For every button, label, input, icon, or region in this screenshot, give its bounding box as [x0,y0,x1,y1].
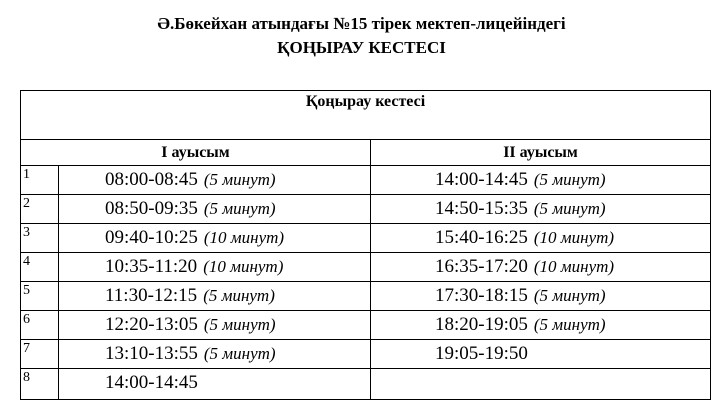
shift2-break-note: (10 минут) [533,257,615,276]
shift1-break-note: (5 минут) [203,170,276,189]
shift1-break-note: (5 минут) [203,344,276,363]
shift1-time: 08:00-08:45 [105,169,198,190]
shift2-cell [371,311,711,340]
lesson-number: 3 [21,224,59,253]
shift1-time: 10:35-11:20 [105,256,198,277]
lesson-number: 5 [21,282,59,311]
table-row [21,282,711,311]
shift1-time: 11:30-12:15 [105,285,198,306]
shift2-time: 17:30-18:15 [435,285,528,306]
shift1-cell [59,340,371,369]
shift1-time: 09:40-10:25 [105,227,198,248]
shift1-cell [59,166,371,195]
document-title: Ә.Бөкейхан атындағы №15 тірек мектеп-лицейіндегі [157,14,566,33]
table-row [21,166,711,195]
shift2-cell [371,195,711,224]
shift2-time: 14:00-14:45 [435,169,528,190]
document-subtitle: ҚОҢЫРАУ КЕСТЕСІ [277,38,446,57]
shift2-break-note: (10 минут) [533,228,615,247]
shift1-cell [59,195,371,224]
shift2-break-note: (5 минут) [533,315,606,334]
shift2-time: 19:05-19:50 [435,343,528,364]
table-row [21,369,711,400]
shift1-time: 08:50-09:35 [105,198,198,219]
shift1-break-note: (5 минут) [203,315,276,334]
shift2-time: 16:35-17:20 [435,256,528,277]
shift2-time: 18:20-19:05 [435,314,528,335]
lesson-number: 1 [21,166,59,195]
shift1-cell [59,369,371,400]
shift1-break-note: (5 минут) [203,286,275,305]
table-caption-cell [21,91,711,140]
shift2-break-note: (5 минут) [533,199,606,218]
shift2-break-note: (5 минут) [533,286,606,305]
shift1-time: 13:10-13:55 [105,343,198,364]
shift1-break-note: (10 минут) [203,257,284,276]
table-caption: Қоңырау кестесі [305,93,426,110]
table-row [21,224,711,253]
shift2-header: ІІ ауысым [371,140,711,166]
lesson-number: 2 [21,195,59,224]
lesson-number: 7 [21,340,59,369]
shift2-cell [371,224,711,253]
shift1-break-note: (10 минут) [203,228,285,247]
shift1-time: 12:20-13:05 [105,314,198,335]
shift2-cell [371,282,711,311]
shift2-cell [371,340,711,369]
shift1-cell [59,253,371,282]
shift2-break-note: (5 минут) [533,170,606,189]
shift2-time: 15:40-16:25 [435,227,528,248]
shift2-cell [371,369,711,400]
table-row [21,253,711,282]
shift1-time: 14:00-14:45 [105,372,198,393]
table-row [21,340,711,369]
shift2-cell [371,166,711,195]
shift2-cell [371,253,711,282]
lesson-number: 8 [21,369,59,400]
shift1-break-note: (5 минут) [203,199,276,218]
shift2-time: 14:50-15:35 [435,198,528,219]
shift1-cell [59,282,371,311]
bell-schedule-table [20,90,711,400]
shift1-cell [59,224,371,253]
table-row [21,311,711,340]
table-row [21,195,711,224]
lesson-number: 4 [21,253,59,282]
shift1-header: І ауысым [21,140,371,166]
shift1-cell [59,311,371,340]
lesson-number: 6 [21,311,59,340]
